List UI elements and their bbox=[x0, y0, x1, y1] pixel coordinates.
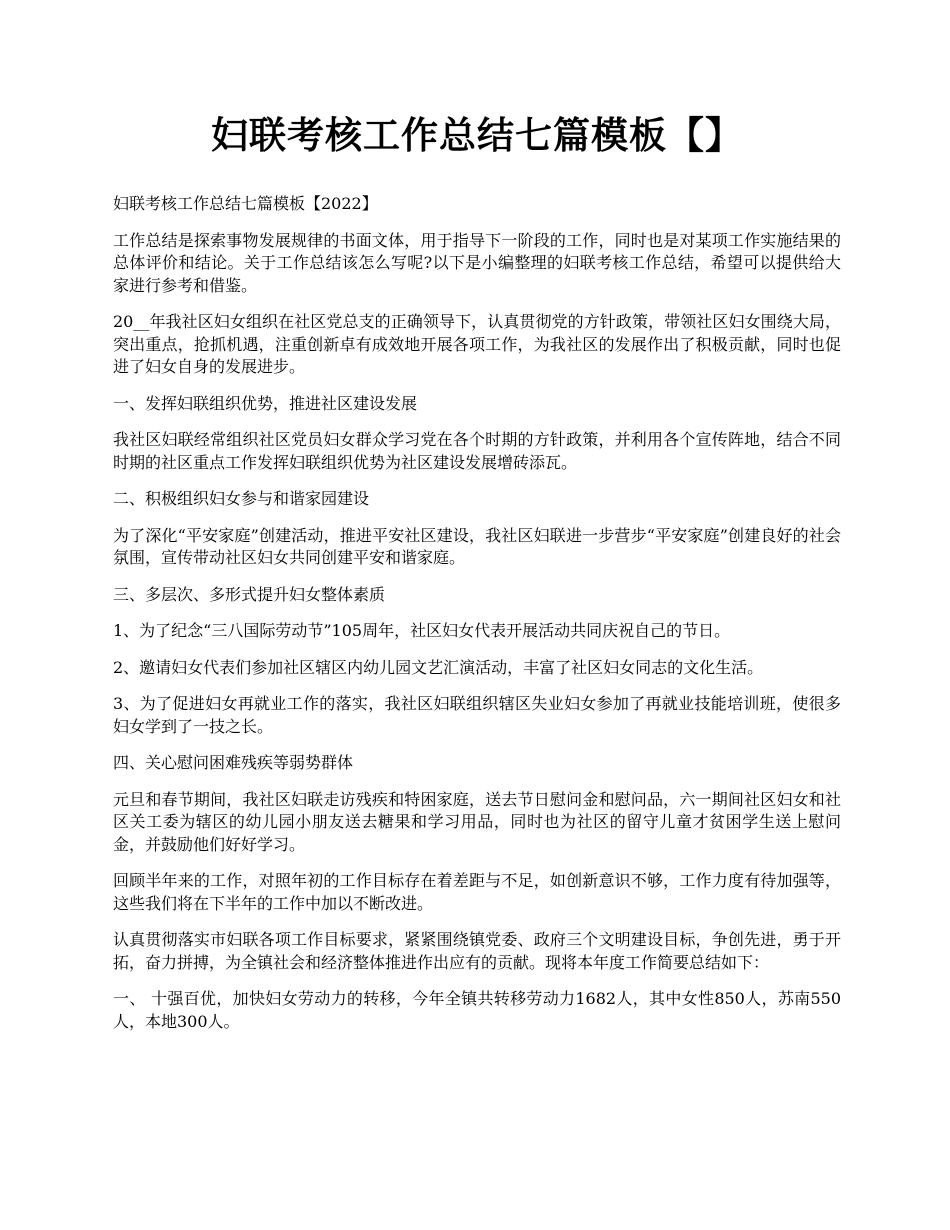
document-title: 妇联考核工作总结七篇模板【】 bbox=[211, 113, 743, 157]
section-heading: 二、积极组织妇女参与和谐家园建设 bbox=[113, 489, 370, 508]
intro-paragraph: 工作总结是探索事物发展规律的书面文体，用于指导下一阶段的工作，同时也是对某项工作实施结果的总体评价和结论。关于工作总结该怎么写呢?以下是小编整理的妇联考核工作总结，希望可以提供给大家进行参考和借鉴。 bbox=[113, 230, 841, 295]
list-item: 2、邀请妇女代表们参加社区辖区内幼儿园文艺汇演活动，丰富了社区妇女同志的文化生活。 bbox=[113, 657, 764, 677]
body-paragraph: 认真贯彻落实市妇联各项工作目标要求，紧紧围绕镇党委、政府三个文明建设目标，争创先进，勇于开拓，奋力拼搏，为全镇社会和经济整体推进作出应有的贡献。现将本年度工作简要总结如下： bbox=[113, 930, 841, 972]
body-paragraph: 元旦和春节期间，我社区妇联走访残疾和特困家庭，送去节日慰问金和慰问品，六一期间社区妇女和社区关工委为辖区的幼儿园小朋友送去糖果和学习用品，同时也为社区的留守儿童才贫困学生送上慰问金，并鼓励他们好好学习。 bbox=[113, 789, 841, 854]
section-heading: 三、多层次、多形式提升妇女整体素质 bbox=[113, 584, 386, 604]
list-item: 1、为了纪念“三八国际劳动节”105周年，社区妇女代表开展活动共同庆祝自己的节日。 bbox=[113, 621, 731, 640]
section-heading: 四、关心慰问困难残疾等弱势群体 bbox=[113, 753, 354, 772]
document-page bbox=[113, 110, 841, 1047]
body-paragraph: 回顾半年来的工作，对照年初的工作目标存在着差距与不足，如创新意识不够，工作力度有待加强等，这些我们将在下半年的工作中加以不断改进。 bbox=[113, 871, 841, 913]
subtitle-paragraph: 妇联考核工作总结七篇模板【2022】 bbox=[113, 194, 378, 213]
section-heading: 一、发挥妇联组织优势，推进社区建设发展 bbox=[113, 393, 418, 413]
body-paragraph: 20__年我社区妇女组织在社区党总支的正确领导下，认真贯彻党的方针政策，带领社区妇女围绕大局，突出重点，抢抓机遇，注重创新卓有成效地开展各项工作，为我社区的发展作出了积极贡献，同时也促进了妇女自身的发展进步。 bbox=[113, 312, 841, 376]
body-paragraph: 一、 十强百优，加快妇女劳动力的转移，今年全镇共转移劳动力1682人，其中女性850人，苏南550人，本地300人。 bbox=[113, 989, 841, 1031]
list-item: 3、为了促进妇女再就业工作的落实，我社区妇联组织辖区失业妇女参加了再就业技能培训班，使很多妇女学到了一技之长。 bbox=[113, 694, 841, 736]
body-paragraph: 我社区妇联经常组织社区党员妇女群众学习党在各个时期的方针政策，并利用各个宣传阵地，结合不同时期的社区重点工作发挥妇联组织优势为社区建设发展增砖添瓦。 bbox=[113, 430, 841, 472]
body-paragraph: 为了深化“平安家庭”创建活动，推进平安社区建设，我社区妇联进一步营步“平安家庭”创建良好的社会氛围，宣传带动社区妇女共同创建平安和谐家庭。 bbox=[113, 525, 841, 567]
